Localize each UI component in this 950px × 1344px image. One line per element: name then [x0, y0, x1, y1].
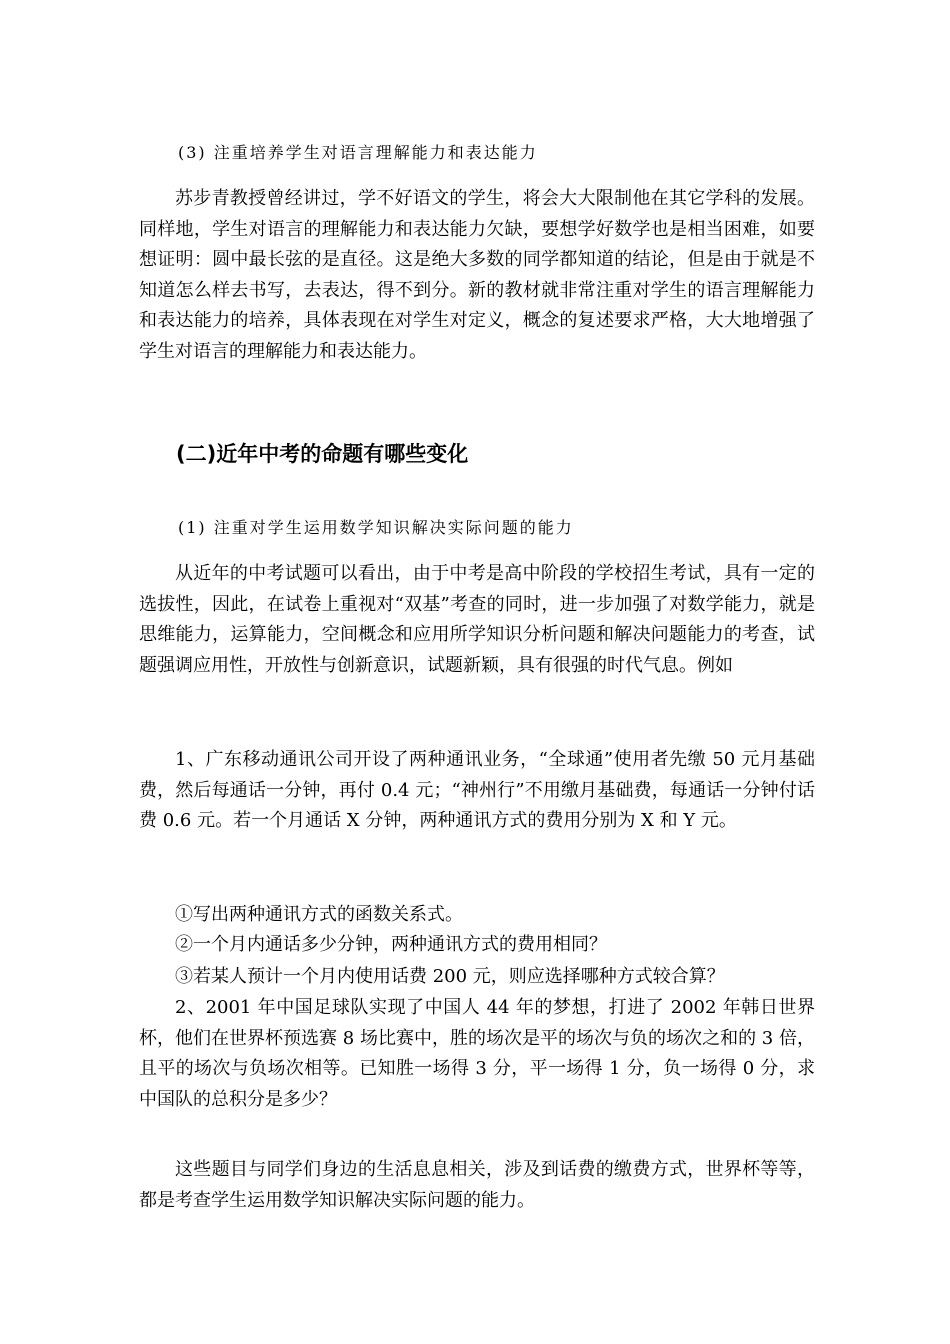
paragraph-summary: 这些题目与同学们身边的生活息息相关，涉及到话费的缴费方式，世界杯等等，都是考查学生运用数学知识解决实际问题的能力。 — [139, 1159, 815, 1211]
question-3: ③若某人预计一个月内使用话费 200 元，则应选择哪种方式较合算？ — [175, 966, 725, 987]
subheading-1: (1) 注重对学生运用数学知识解决实际问题的能力 — [178, 518, 574, 537]
example-1: 1、广东移动通讯公司开设了两种通讯业务，“全球通”使用者先缴 50 元月基础费，然后每通话一分钟，再付 0.4 元；“神州行”不用缴月基础费，每通话一分钟付话费 0.6 元。若一个月通话 X 分钟，两种通讯方式的费用分别为 X 和 Y 元。 — [139, 749, 815, 831]
paragraph-exam-trends: 从近年的中考试题可以看出，由于中考是高中阶段的学校招生考试，具有一定的选拔性，因此，在试卷上重视对“双基”考查的同时，进一步加强了对数学能力，就是思维能力，运算能力，空间概念和应用所学知识分析问题和解决问题能力的考查，试题强调应用性，开放性与创新意识，试题新颖，具有很强的时代气息。例如 — [139, 563, 815, 676]
section-title: (二)近年中考的命题有哪些变化 — [176, 442, 469, 466]
paragraph-language-ability: 苏步青教授曾经讲过，学不好语文的学生，将会大大限制他在其它学科的发展。同样地，学生对语言的理解能力和表达能力欠缺，要想学好数学也是相当困难，如要想证明：圆中最长弦的是直径。这是绝大多数的同学都知道的结论，但是由于就是不知道怎么样去书写，去表达，得不到分。新的教材就非常注重对学生的语言理解能力和表达能力的培养，具体表现在对学生对定义，概念的复述要求严格，大大地增强了学生对语言的理解能力和表达能力。 — [139, 188, 815, 362]
subheading-3: (3) 注重培养学生对语言理解能力和表达能力 — [178, 143, 538, 162]
question-1: ①写出两种通讯方式的函数关系式。 — [175, 904, 463, 925]
question-2: ②一个月内通话多少分钟，两种通讯方式的费用相同？ — [175, 934, 607, 955]
example-2: 2、2001 年中国足球队实现了中国人 44 年的梦想，打进了 2002 年韩日世界杯，他们在世界杯预选赛 8 场比赛中，胜的场次是平的场次与负的场次之和的 3 倍，且平的场次与负场次相等。已知胜一场得 3 分，平一场得 1 分，负一场得 0 分，求中国队的总积分是多少？ — [139, 997, 815, 1110]
